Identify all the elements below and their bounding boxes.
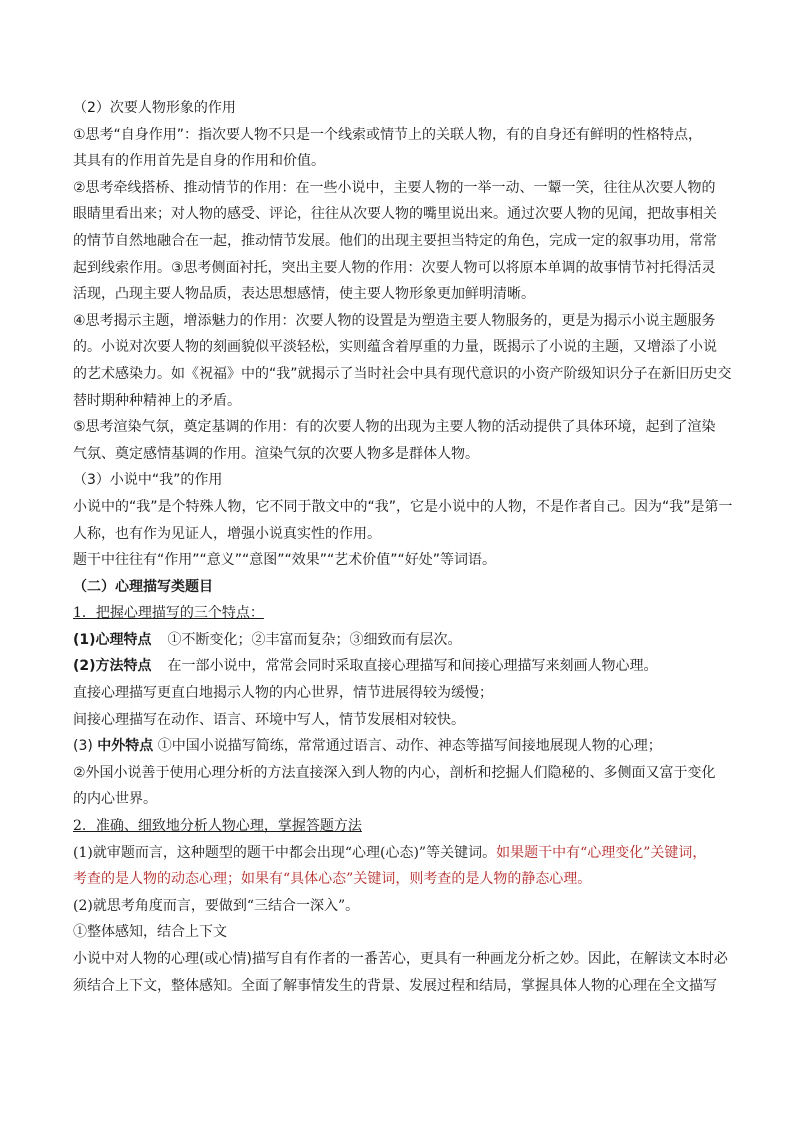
paragraph-line: 活现，凸现主要人物品质，表达思想感情，使主要人物形象更加鲜明清晰。 (73, 286, 535, 303)
subheading-secondary-characters: （2）次要人物形象的作用 (73, 100, 236, 116)
paragraph-line: 小说中的“我”是个特殊人物，它不同于散文中的“我”，它是小说中的人物，不是作者自己。因为“我”是第一 (73, 498, 733, 515)
paragraph-line: ⑤思考渲染气氛，奠定基调的作用：有的次要人物的出现为主要人物的活动提供了具体环境，起到了渲染 (73, 419, 716, 436)
paragraph-line: 须结合上下文，整体感知。全面了解事情发生的背景、发展过程和结局，掌握具体人物的心理在全文描写 (73, 977, 717, 994)
section-heading-psychology: （二）心理描写类题目 (73, 578, 213, 595)
subheading-first-person: （3）小说中“我”的作用 (73, 472, 223, 489)
paragraph-line: 直接心理描写更直白地揭示人物的内心世界，情节进展得较为缓慢； (73, 685, 493, 702)
paragraph-line: ①整体感知，结合上下文 (73, 924, 227, 941)
feature-label: 中外特点 (97, 738, 154, 755)
document-body (73, 95, 733, 999)
highlight-line: 考查的是人物的动态心理；如果有“具体心态”关键词，则考查的是人物的静态心理。 (73, 871, 592, 888)
paragraph-line: ①思考“自身作用”：指次要人物不只是一个线索或情节上的关联人物，有的自身还有鲜明的性格特点， (73, 126, 703, 143)
paragraph-line (73, 840, 733, 867)
feature-number: (3) (73, 738, 93, 755)
feature-text: ①不断变化；②丰富而复杂；③细致而有层次。 (167, 631, 462, 648)
feature-line (73, 733, 733, 760)
highlight-text: 如果题干中有“心理变化”关键词， (496, 844, 707, 861)
feature-line (73, 627, 733, 654)
feature-label: (2)方法特点 (73, 658, 152, 675)
subheading-three-features: 1．把握心理描写的三个特点： (73, 605, 264, 622)
paragraph-line: ④思考揭示主题，增添魅力的作用：次要人物的设置是为塑造主要人物服务的，更是为揭示小说主题服务 (73, 312, 716, 329)
paragraph-text: (1)就审题而言，这种题型的题干中都会出现“心理(心态)”等关键词。 (73, 844, 497, 861)
feature-line (73, 653, 733, 680)
feature-text: ①中国小说描写简练，常常通过语言、动作、神态等描写间接地展现人物的心理； (157, 738, 662, 755)
feature-label: (1)心理特点 (73, 631, 152, 648)
paragraph-line: 的内心世界。 (73, 791, 157, 808)
paragraph-line: 起到线索作用。③思考侧面衬托，突出主要人物的作用：次要人物可以将原本单调的故事情节衬托得活灵 (73, 259, 716, 276)
paragraph-line: ②思考牵线搭桥、推动情节的作用：在一些小说中，主要人物的一举一动、一颦一笑，往往从次要人物的 (73, 179, 716, 196)
paragraph-line: 间接心理描写在动作、语言、环境中写人，情节发展相对较快。 (73, 711, 465, 728)
subheading-analysis-method: 2．准确、细致地分析人物心理，掌握答题方法 (73, 818, 362, 835)
paragraph-line: 替时期种种精神上的矛盾。 (73, 392, 241, 409)
paragraph-line: 的。小说对次要人物的刻画貌似平淡轻松，实则蕴含着厚重的力量，既揭示了小说的主题，又增添了小说 (73, 339, 717, 356)
paragraph-line: 小说中对人物的心理(或心情)描写自有作者的一番苦心，更具有一种画龙分析之妙。因此，在解读文本时必 (73, 951, 728, 967)
paragraph-line: ②外国小说善于使用心理分析的方法直接深入到人物的内心，剖析和挖掘人们隐秘的、多侧面又富于变化 (73, 764, 716, 781)
paragraph-line: 眼睛里看出来；对人物的感受、评论，往往从次要人物的嘴里说出来。通过次要人物的见闻，把故事相关 (73, 206, 717, 223)
paragraph-line: (2)就思考角度而言，要做到“三结合一深入”。 (73, 897, 360, 914)
paragraph-line: 其具有的作用首先是自身的作用和价值。 (73, 153, 325, 170)
paragraph-line: 人称，也有作为见证人，增强小说真实性的作用。 (73, 525, 381, 542)
paragraph-line: 题干中往往有“作用”“意义”“意图”“效果”“艺术价值”“好处”等词语。 (73, 552, 497, 569)
paragraph-line: 气氛、奠定感情基调的作用。渲染气氛的次要人物多是群体人物。 (73, 445, 479, 462)
feature-text: 在一部小说中，常常会同时采取直接心理描写和间接心理描写来刻画人物心理。 (167, 658, 658, 675)
paragraph-line: 的情节自然地融合在一起，推动情节发展。他们的出现主要担当特定的角色，完成一定的叙事功用，常常 (73, 232, 717, 249)
paragraph-line: 的艺术感染力。如《祝福》中的“我”就揭示了当时社会中具有现代意识的小资产阶级知识分子在新旧历史交 (73, 365, 732, 382)
